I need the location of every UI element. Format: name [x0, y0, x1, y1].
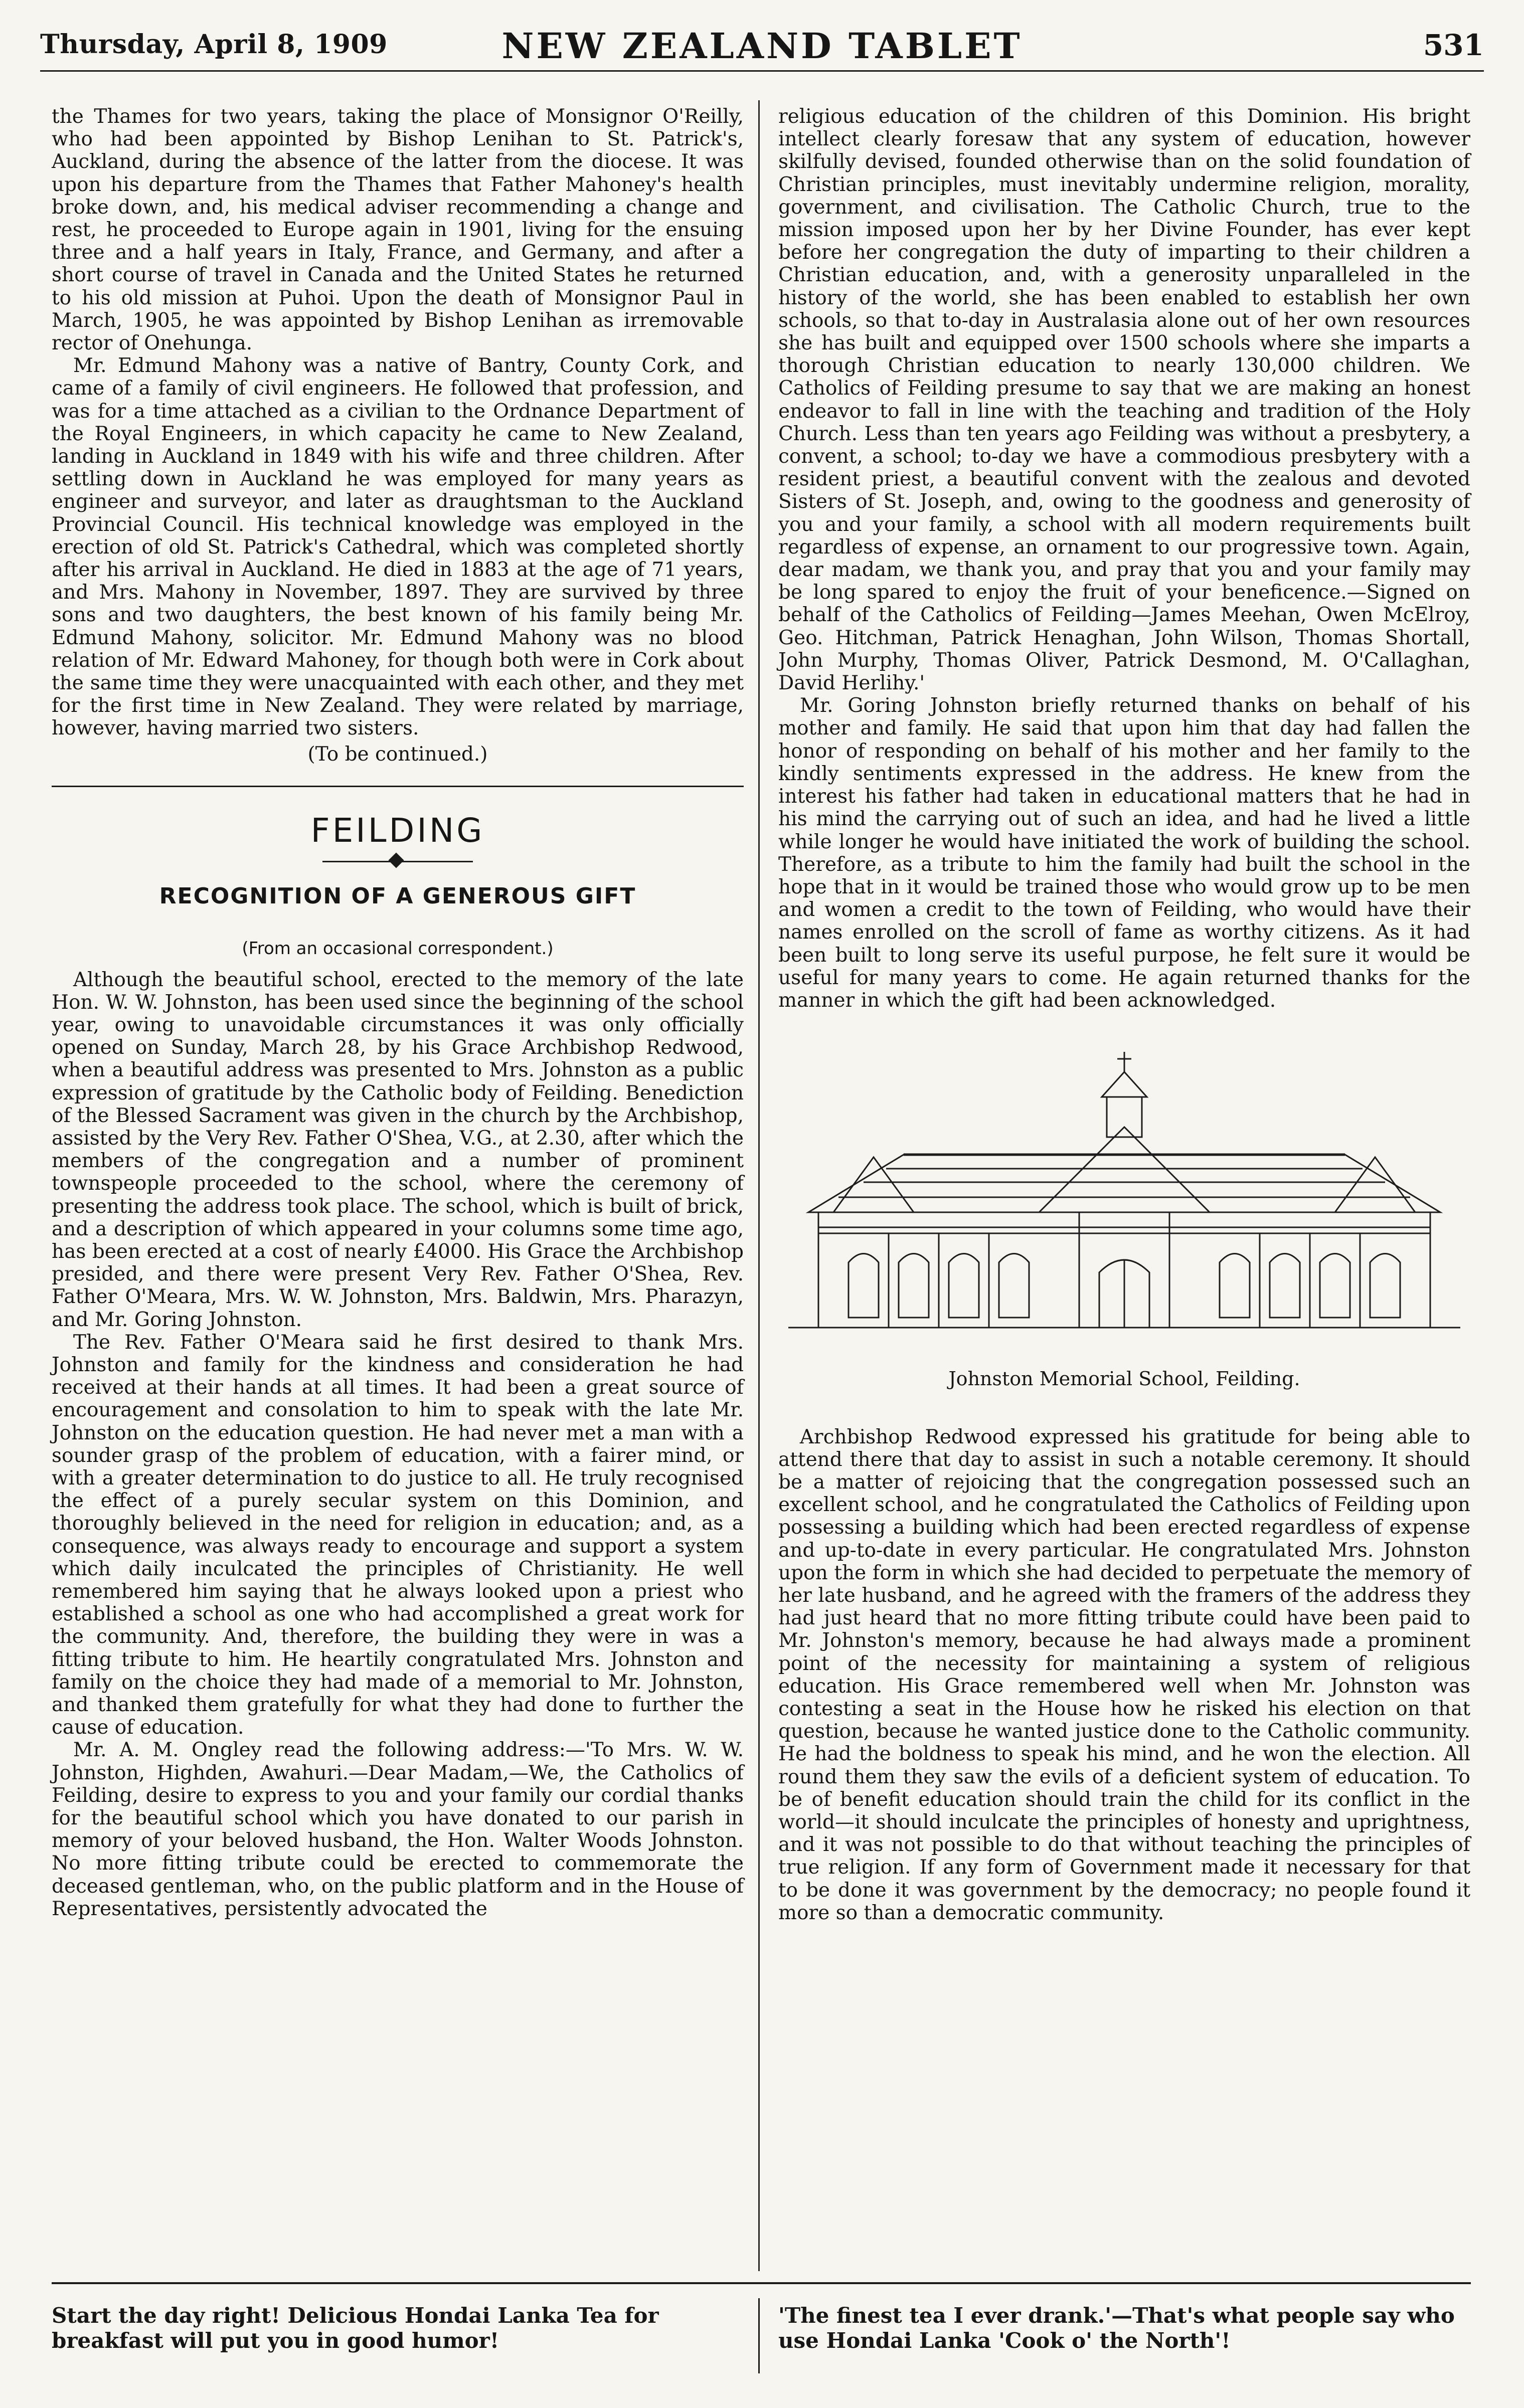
continued-note: (To be continued.) [307, 743, 488, 766]
footer-rule [52, 2282, 1471, 2284]
figure-caption: Johnston Memorial School, Feilding. [948, 1368, 1300, 1390]
article-paragraph: Mr. Edmund Mahony was a native of Bantry, County Cork, and came of a family of civil engineers. He followed that profession, and was for a time attached as a civilian to the Ordnance Department of the Royal Engineers, in which capacity he came to New Zealand, landing in Auckland in 1849 with his wife and three children. After settling down in Auckland he was employed for many years as engineer and surveyor, and later as draughtsman to the Auckland Provincial Council. His technical knowledge was employed in the erection of old St. Patrick's Cathedral, which was completed shortly after his arrival in Auckland. He died in 1883 at the age of 71 years, and Mrs. Mahony in November, 1897. They are survived by three sons and two daughters, the best known of his family being Mr. Edmund Mahony, solicitor. Mr. Edmund Mahony was no blood relation of Mr. Edward Mahoney, for though both were in Cork about the same time they were unacquainted with each other, and they met for the first time in New Zealand. They were related by marriage, however, having married two sisters. [52, 354, 744, 740]
article-paragraph: The Rev. Father O'Meara said he first desired to thank Mrs. Johnston and family for the kindness and consideration he had received at their hands at all times. It had been a great source of encouragement and consolation to him to speak with the late Mr. Johnston on the education question. He had never met a man with a sounder grasp of the problem of education, with a fairer mind, or with a greater determination to do justice to all. He truly recognised the effect of a purely secular system on this Dominion, and thoroughly believed in the need for religion in education; and, as a consequence, was always ready to encourage and support a system which daily inculcated the principles of Christianity. He well remembered him saying that he always looked upon a priest who established a school as one who had accomplished a great work for the community. And, therefore, the building they were in was a fitting tribute to him. He heartily congratulated Mrs. Johnston and family on the choice they had made of a memorial to Mr. Johnston, and thanked them gratefully for what they had done to further the cause of education. [52, 1331, 744, 1739]
footer-divider [758, 2298, 760, 2373]
article-paragraph: the Thames for two years, taking the place of Monsignor O'Reilly, who had been appointed by Bishop Lenihan to St. Patrick's, Auckland, during the absence of the latter from the diocese. It was upon his departure from the Thames that Father Mahoney's health broke down, and, his medical adviser recommending a change and rest, he proceeded to Europe again in 1901, living for the ensuing three and a half years in Italy, France, and Germany, and after a short course of travel in Canada and the United States he returned to his old mission at Puhoi. Upon the death of Monsignor Paul in March, 1905, he was appointed by Bishop Lenihan as irremovable rector of Onehunga. [52, 105, 744, 355]
page-header [40, 11, 1484, 71]
article-paragraph: Although the beautiful school, erected to the memory of the late Hon. W. W. Johnston, has been used since the beginning of the school year, owing to unavoidable circumstances it was only officially opened on Sunday, March 28, by his Grace Archbishop Redwood, when a beautiful address was presented to Mrs. Johnston as a public expression of gratitude by the Catholic body of Feilding. Benediction of the Blessed Sacrament was given in the church by the Archbishop, assisted by the Very Rev. Father O'Shea, V.G., at 2.30, after which the members of the congregation and a number of prominent townspeople proceeded to the school, where the ceremony of presenting the address took place. The school, which is built of brick, and a description of which appeared in your columns some time ago, has been erected at a cost of nearly £4000. His Grace the Archbishop presided, and there were present Very Rev. Father O'Shea, Rev. Father O'Meara, Mrs. W. W. Johnston, Mrs. Baldwin, Mrs. Pharazyn, and Mr. Goring Johnston. [52, 968, 744, 1331]
left-column [52, 105, 744, 1920]
section-subtitle: RECOGNITION OF A GENEROUS GIFT [159, 883, 636, 909]
header-rule [40, 70, 1484, 72]
newspaper-title: NEW ZEALAND TABLET [501, 25, 1023, 67]
footer-advert-left: Start the day right! Delicious Hondai Lanka Tea for breakfast will put you in good humor! [52, 2303, 659, 2353]
school-illustration [778, 1047, 1470, 1358]
page-number: 531 [1423, 28, 1484, 62]
article-paragraph: Mr. A. M. Ongley read the following address:—'To Mrs. W. W. Johnston, Highden, Awahuri.—Dear Madam,—We, the Catholics of Feilding, desire to express to you and your family our cordial thanks for the beautiful school which you have donated to our parish in memory of your beloved husband, the Hon. Walter Woods Johnston. No more fitting tribute could be erected to commemorate the deceased gentleman, who, on the public platform and in the House of Representatives, persistently advocated the [52, 1739, 744, 1920]
byline: (From an occasional correspondent.) [242, 939, 554, 959]
section-ornament [322, 853, 473, 870]
footer-advert-right: 'The finest tea I ever drank.'—That's what people say who use Hondai Lanka 'Cook o' the North'! [778, 2303, 1455, 2353]
section-rule [52, 786, 744, 787]
article-paragraph: Archbishop Redwood expressed his gratitude for being able to attend there that day to assist in such a notable ceremony. It should be a matter of rejoicing that the congregation possessed such an excellent school, and he congratulated the Catholics of Feilding upon possessing a building which had been erected regardless of expense and up-to-date in every particular. He congratulated Mrs. Johnston upon the form in which she had decided to perpetuate the memory of her late husband, and he agreed with the framers of the address they had just heard that no more fitting tribute could have been paid to Mr. Johnston's memory, because he had always made a prominent point of the necessity for maintaining a system of religious education. His Grace remembered well when Mr. Johnston was contesting a seat in the House how he risked his election on that question, because he wanted justice done to the Catholic community. He had the boldness to speak his mind, and he won the election. All round them they saw the evils of a deficient system of education. To be of benefit education should train the child for its conflict in the world—it should inculcate the principles of honesty and uprightness, and it was not possible to do that without teaching the principles of true religion. If any form of Government made it necessary for that to be done it was government by the democracy; no people found it more so than a democratic community. [778, 1425, 1470, 1924]
article-paragraph: Mr. Goring Johnston briefly returned thanks on behalf of his mother and family. He said that upon him that day had fallen the honor of responding on behalf of his mother and her family to the kindly sentiments expressed in the address. He knew from the interest his father had taken in educational matters that he had in his mind the carrying out of such an idea, and had he lived a little while longer he would have initiated the work of building the school. Therefore, as a tribute to him the family had built the school in the hope that in it would be trained those who would grow up to be men and women a credit to the town of Feilding, who would have their names enrolled on the scroll of fame as worthy citizens. As it had been built to long serve its useful purpose, he felt sure it would be useful for many years to come. He again returned thanks for the manner in which the gift had been acknowledged. [778, 694, 1470, 1012]
right-column [778, 105, 1470, 1924]
section-title: FEILDING [310, 811, 485, 850]
article-paragraph: religious education of the children of this Dominion. His bright intellect clearly foresaw that any system of education, however skilfully devised, founded otherwise than on the solid foundation of Christian principles, must inevitably undermine religion, morality, government, and civilisation. The Catholic Church, true to the mission imposed upon her by her Divine Founder, has ever kept before her congregation the duty of imparting to their children a Christian education, and, with a generosity unparalleled in the history of the world, she has been enabled to establish her own schools, so that to-day in Australasia alone out of her own resources she has built and equipped over 1500 schools where she imparts a thorough Christian education to nearly 130,000 children. We Catholics of Feilding presume to say that we are making an honest endeavor to fall in line with the teaching and tradition of the Holy Church. Less than ten years ago Feilding was without a presbytery, a convent, a school; to-day we have a commodious presbytery with a resident priest, a beautiful convent with the zealous and devoted Sisters of St. Joseph, and, owing to the goodness and generosity of you and your family, a school with all modern requirements built regardless of expense, an ornament to our progressive town. Again, dear madam, we thank you, and pray that you and your family may be long spared to enjoy the fruit of your beneficence.—Signed on behalf of the Catholics of Feilding—James Meehan, Owen McElroy, Geo. Hitchman, Patrick Henaghan, John Wilson, Thomas Shortall, John Murphy, Thomas Oliver, Patrick Desmond, M. O'Callaghan, David Herlihy.' [778, 105, 1470, 695]
column-divider [758, 100, 760, 2271]
issue-date: Thursday, April 8, 1909 [40, 29, 388, 60]
